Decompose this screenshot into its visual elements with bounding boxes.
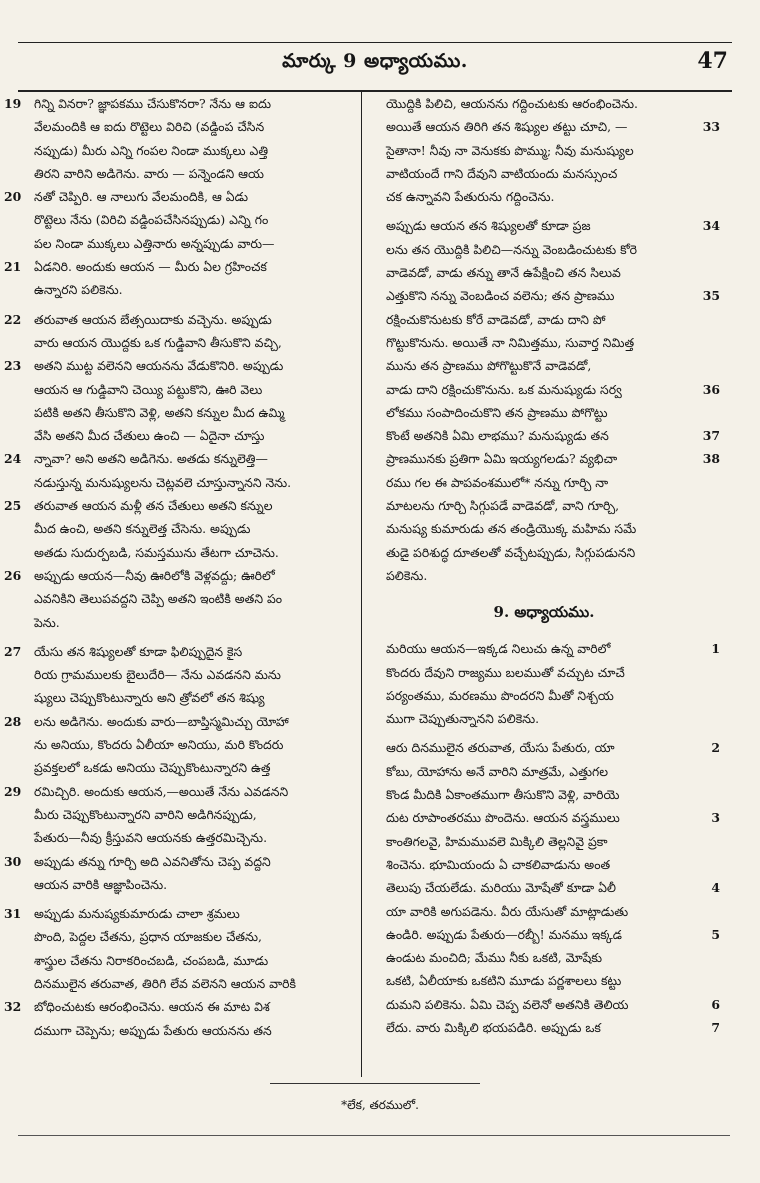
text-line: [4, 902, 360, 925]
verse-text: ఆయన ఆ గుడ్డివాని చెయ్యి పట్టుకొని, ఊరి వెలు: [34, 381, 263, 397]
text-line: [16, 162, 360, 185]
verse-text: ఉండిరి. అప్పుడు పేతురు—రబ్బీ! మనము ఇక్కడ: [386, 926, 622, 942]
verse-text: బోధించుటకు ఆరంభించెను. ఆయన ఈ మాట విశ: [34, 999, 270, 1015]
text-line: [4, 494, 360, 517]
verse-text: రొట్టెలు నేను (విరిచి వడ్డింపచేసినప్పుడు) ఎన్ని గం: [34, 212, 269, 228]
footnote-rule: [270, 1083, 480, 1084]
text-line: [368, 162, 720, 185]
text-line: [16, 208, 360, 231]
verse-text: దముగా చెప్పెను; అప్పుడు పేతురు ఆయనను తన: [34, 1022, 272, 1038]
text-line: [16, 756, 360, 779]
text-line: [16, 1019, 360, 1042]
text-line: [368, 378, 720, 401]
verse-text: కొంటే అతనికి ఏమి లాభము? మనుష్యుడు తన: [386, 428, 609, 444]
text-line: [16, 873, 360, 896]
text-line: [368, 564, 720, 587]
text-line: [16, 378, 360, 401]
verse-text: యా వారికి అగుపడెను. వీరు యేసుతో మాట్లాడుతు: [386, 903, 629, 919]
text-line: [368, 238, 720, 261]
verse-text: అతని ముట్ట వలెనని ఆయనను వేడుకొనిరి. అప్పుడు: [34, 358, 284, 374]
text-line: [368, 308, 720, 331]
verse-paragraph: [4, 92, 360, 302]
text-line: [16, 517, 360, 540]
verse-text: మీరు చెప్పుకొంటున్నారని వారిని అడిగినప్పుడు,: [34, 806, 257, 822]
verse-text: తెలుపు చేయలేడు. మరియు మోషేతో కూడా ఏలీ: [386, 880, 616, 896]
verse-text: పొంది, పెద్దల చేతను, ప్రధాన యాజకుల చేతను,: [34, 929, 262, 945]
text-line: [16, 424, 360, 447]
verse-number: 23: [4, 358, 22, 374]
verse-text: పలికెను.: [386, 567, 428, 583]
verse-number: 1: [711, 641, 720, 657]
verse-number: 34: [702, 218, 720, 234]
verse-text: పర్యంతము, మరణము పొందరని మీతో నిశ్చయ: [386, 687, 614, 703]
verse-text: లను తన యొద్దికి పిలిచి—నన్ను వెంబడించుటకు కోరె: [386, 241, 638, 257]
left-column: [4, 92, 360, 1048]
text-line: [16, 471, 360, 494]
verse-text: లను అడిగెను. అందుకు వారు—బాప్తిస్మమిచ్చు యోహా: [34, 713, 289, 729]
bottom-rule: [18, 1135, 730, 1136]
text-line: [16, 401, 360, 424]
text-line: [368, 185, 720, 208]
verse-text: అతడు సుదుర్పబడి, సమస్తమును తేటగా చూచెను.: [34, 544, 279, 560]
verse-number: 19: [4, 96, 22, 111]
verse-number: 38: [702, 451, 720, 467]
verse-text: ఎవనికిని తెలుపవద్దని చెప్పి అతని ఇంటికి అతని పం: [34, 591, 283, 607]
verse-text: నడుస్తున్న మనుష్యులను చెట్లవలె చూస్తున్నానని నెను.: [34, 474, 292, 490]
text-line: [368, 401, 720, 424]
verse-text: మాటలను గూర్చి సిగ్గుపడే వాడెవడో, వాని గూర్చి,: [386, 498, 620, 514]
verse-text: శించెను. భూమియందు ఏ చాకలివాడును అంత: [386, 856, 611, 872]
verse-text: యొద్దికి పిలిచి, ఆయనను గద్దించుటకు ఆరంభించెను.: [386, 96, 638, 111]
verse-paragraph: [368, 637, 720, 730]
text-line: [4, 308, 360, 331]
verse-text: దుమని పలికెను. ఏమి చెప్ప వలెనో అతనికి తెలియ: [386, 996, 629, 1012]
verse-number: 30: [4, 853, 22, 869]
verse-text: అప్పుడు తన్ను గూర్చి అది ఎవనితోను చెప్ప వద్దని: [34, 853, 271, 869]
page-number: 47: [697, 48, 728, 74]
text-line: [368, 969, 720, 992]
verse-number: 27: [4, 643, 22, 659]
text-line: [16, 587, 360, 610]
text-line: [368, 760, 720, 783]
verse-text: ఆయన వారికి ఆజ్ఞాపించెను.: [34, 876, 168, 892]
text-line: [368, 471, 720, 494]
verse-text: అప్పుడు ఆయన తన శిష్యులతో కూడా ప్రజ: [386, 218, 591, 234]
verse-number: 37: [702, 428, 720, 444]
verse-text: ఎత్తుకొని నన్ను వెంబడించ వలెను; తన ప్రాణము: [386, 288, 615, 304]
right-column: [368, 92, 720, 1045]
verse-text: తుడై పరిశుద్ధ దూతలతో వచ్చేటప్పుడు, సిగ్గుపడునని: [386, 544, 636, 560]
verse-text: పటికి అతని తీసుకొని వెళ్లి, అతని కన్నుల మీద ఉమ్మి: [34, 404, 285, 420]
verse-text: అప్పుడు ఆయన—నీవు ఊరిలోకి వెళ్లవద్దు; ఊరిలో: [34, 567, 275, 583]
verse-number: 24: [4, 451, 22, 467]
verse-text: పల నిండా ముక్కలు ఎత్తినారు అన్నప్పుడు వారు—: [34, 235, 275, 251]
text-line: [16, 663, 360, 686]
verse-text: ష్యులు చెప్పుకొంటున్నారు అని త్రోవలో తన శిష్యు: [34, 690, 265, 706]
text-line: [16, 139, 360, 162]
verse-number: 31: [4, 906, 22, 922]
verse-text: దుట రూపాంతరము పొందెను. ఆయన వస్త్రములు: [386, 810, 620, 826]
verse-text: మీద ఉంచి, అతని కన్నులెత్త చేసెను. అప్పుడు: [34, 521, 251, 537]
verse-text: వాడెవడో, వాడు తన్ను తానే ఉపేక్షించి తన సిలువ: [386, 265, 621, 281]
text-line: [368, 139, 720, 162]
verse-text: వారు ఆయన యొద్దకు ఒక గుడ్డివాని తీసుకొని వచ్చి,: [34, 334, 282, 350]
verse-text: గిన్ని వినరా? జ్ఞాపకము చేసుకొనరా? నేను ఆ ఐదు: [34, 96, 272, 111]
text-line: [368, 661, 720, 684]
verse-text: ఏడనిరి. అందుకు ఆయన — మీరు ఏల గ్రహించక: [34, 259, 267, 275]
text-line: [16, 331, 360, 354]
verse-number: 2: [711, 740, 720, 756]
text-line: [368, 684, 720, 707]
verse-text: అప్పుడు మనుష్యకుమారుడు చాలా శ్రమలు: [34, 906, 240, 922]
text-line: [368, 946, 720, 969]
verse-text: ఉండుట మంచిది; మేము నీకు ఒకటి, మోషేకు: [386, 950, 603, 966]
verse-number: 6: [711, 996, 720, 1012]
verse-paragraph: [368, 736, 720, 1039]
verse-paragraph: [4, 640, 360, 896]
verse-text: రక్షించుకొనుటకు కోరే వాడెవడో, వాడు దాని పో: [386, 311, 606, 327]
text-line: [368, 876, 720, 899]
text-line: [16, 541, 360, 564]
verse-text: ఒకటి, ఏలీయాకు ఒకటిని మూడు పర్ణశాలలు కట్టు: [386, 973, 622, 989]
text-line: [4, 850, 360, 873]
right-column-bottom: [368, 637, 720, 1039]
column-divider: [361, 92, 362, 1077]
text-line: [368, 424, 720, 447]
text-line: [16, 115, 360, 138]
chapter-heading: 9. అధ్యాయము.: [493, 603, 595, 622]
verse-number: 25: [4, 498, 22, 514]
verse-text: కొందరు దేవుని రాజ్యము బలముతో వచ్చుట చూచే: [386, 664, 625, 680]
verse-text: తరువాత ఆయన బేత్సయిదాకు వచ్చెను. అప్పుడు: [34, 311, 272, 327]
page-title: మార్కు 9 అధ్యాయము.: [282, 50, 468, 72]
text-line: [4, 780, 360, 803]
verse-number: 20: [4, 189, 22, 205]
verse-text: వాటియందే గాని దేవుని వాటియందు మనస్సుంచ: [386, 165, 618, 181]
verse-text: మును తన ప్రాణము పోగొట్టుకొనే వాడెవడో,: [386, 358, 592, 374]
right-column-top: [368, 92, 720, 587]
text-line: [368, 830, 720, 853]
text-line: [4, 185, 360, 208]
verse-number: 32: [4, 999, 22, 1015]
verse-paragraph: [4, 902, 360, 1042]
text-line: [368, 993, 720, 1016]
verse-text: ముగా చెప్పుతున్నానని పలికెను.: [386, 711, 540, 727]
verse-text: న్నావా? అని అతని అడిగెను. అతడు కన్నులెత్తి—: [34, 451, 268, 467]
verse-text: లోకము సంపాదించుకొని తన ప్రాణము పోగొట్టు: [386, 404, 608, 420]
text-line: [368, 1016, 720, 1039]
verse-text: ప్రాణమునకు ప్రతిగా ఏమి ఇయ్యగలడు? వ్యభిచా: [386, 451, 618, 467]
text-line: [368, 806, 720, 829]
text-line: [4, 564, 360, 587]
verse-text: ప్రవక్తలలో ఒకడు అనియు చెప్పుకొంటున్నారని ఉత్త: [34, 760, 271, 776]
verse-number: 29: [4, 783, 22, 799]
verse-number: 22: [4, 311, 22, 327]
text-line: [16, 611, 360, 634]
verse-number: 5: [711, 926, 720, 942]
verse-number: 7: [711, 1019, 720, 1035]
verse-text: తిరని వారిని అడిగెను. వారు — పన్నెండని ఆయ: [34, 165, 264, 181]
text-line: [16, 232, 360, 255]
verse-text: శాస్త్రుల చేతను నిరాకరించబడి, చంపబడి, మూడు: [34, 952, 269, 968]
verse-text: అయితే ఆయన తిరిగి తన శిష్యుల తట్టు చూచి, —: [386, 119, 628, 135]
text-line: [368, 115, 720, 138]
verse-text: పేతురు—నీవు క్రీస్తువని ఆయనకు ఉత్తరమిచ్చెను.: [34, 830, 268, 846]
verse-paragraph: [368, 92, 720, 208]
verse-text: దినములైన తరువాత, తిరిగి లేవ వలెనని ఆయన వారికి: [34, 975, 296, 991]
text-line: [4, 447, 360, 470]
text-line: [16, 803, 360, 826]
text-line: [368, 331, 720, 354]
text-line: [16, 949, 360, 972]
verse-text: వేలమందికి ఆ ఐదు రొట్టెలు విరిచి (వడ్డింప చేసిన: [34, 119, 265, 135]
text-line: [368, 354, 720, 377]
text-line: [368, 447, 720, 470]
text-line: [368, 261, 720, 284]
text-line: [368, 517, 720, 540]
verse-number: 33: [702, 119, 720, 135]
verse-number: 4: [711, 880, 720, 896]
text-line: [4, 92, 360, 115]
verse-number: 36: [702, 381, 720, 397]
verse-text: రము గల ఈ పాపవంశములో* నన్ను గూర్చి నా: [386, 474, 609, 490]
text-line: [368, 707, 720, 730]
verse-text: రమిచ్చిరి. అందుకు ఆయన,—అయితే నేను ఎవడనని: [34, 783, 289, 799]
verse-text: సైతానా! నీవు నా వెనుకకు పొమ్ము; నీవు మనుష్యుల: [386, 142, 634, 158]
verse-text: మనుష్య కుమారుడు తన తండ్రియొక్క మహిమ సమే: [386, 521, 637, 537]
verse-text: తరువాత ఆయన మళ్లీ తన చేతులు అతని కన్నుల: [34, 498, 273, 514]
text-line: [368, 736, 720, 759]
verse-text: పెను.: [34, 614, 60, 630]
text-line: [16, 925, 360, 948]
verse-number: 35: [702, 288, 720, 304]
text-line: [16, 733, 360, 756]
verse-text: కోబు, యోహాను అనే వారిని మాత్రమే, ఎత్తుగల: [386, 763, 609, 779]
verse-text: నతో చెప్పిరి. ఆ నాలుగు వేలమందికి, ఆ ఏడు: [34, 189, 249, 205]
text-line: [4, 995, 360, 1018]
verse-text: చక ఉన్నావని పేతురును గద్దించెను.: [386, 189, 555, 205]
footnote: *లేక, తరములో.: [341, 1098, 419, 1112]
verse-number: 28: [4, 713, 22, 729]
verse-text: లేదు. వారు మిక్కిలి భయపడిరి. అప్పుడు ఒక: [386, 1019, 601, 1035]
verse-text: ఉన్నారని పలికెను.: [34, 282, 123, 298]
text-line: [4, 640, 360, 663]
text-line: [16, 826, 360, 849]
verse-text: గొట్టుకొనును. అయితే నా నిమిత్తము, సువార్త నిమిత్త: [386, 334, 635, 350]
text-line: [4, 354, 360, 377]
verse-text: ను అనియు, కొందరు ఏలీయా అనియు, మరి కొందరు: [34, 737, 284, 753]
page-header: [18, 42, 732, 88]
verse-number: 21: [4, 259, 22, 275]
verse-text: కొండ మీదికి ఏకాంతముగా తీసుకొని వెళ్లి, వారియె: [386, 787, 620, 803]
text-line: [16, 686, 360, 709]
verse-text: వేసి అతని మీద చేతులు ఉంచి — ఏదైనా చూస్తు: [34, 428, 265, 444]
verse-text: మరియు ఆయన—ఇక్కడ నిలుచు ఉన్న వారిలో: [386, 641, 611, 657]
text-line: [368, 214, 720, 237]
verse-paragraph: [4, 308, 360, 634]
verse-text: నప్పుడు) మీరు ఎన్ని గంపల నిండా ముక్కలు ఎత్తి: [34, 142, 269, 158]
text-line: [368, 92, 720, 115]
verse-number: 3: [711, 810, 720, 826]
verse-text: కాంతిగలవై, హిమమువలె మిక్కిలి తెల్లనివై ప్రకా: [386, 833, 608, 849]
text-line: [368, 923, 720, 946]
text-line: [368, 284, 720, 307]
text-line: [4, 710, 360, 733]
text-line: [368, 637, 720, 660]
verse-text: యేసు తన శిష్యులతో కూడా ఫిలిప్పుదైన కైస: [34, 643, 243, 659]
verse-text: రియ గ్రామములకు బైలుదేరి— నేను ఎవడనని మను: [34, 667, 281, 683]
text-line: [368, 783, 720, 806]
text-line: [368, 900, 720, 923]
verse-number: 26: [4, 567, 22, 583]
text-line: [4, 255, 360, 278]
text-line: [368, 541, 720, 564]
verse-text: ఆరు దినములైన తరువాత, యేసు పేతురు, యా: [386, 740, 615, 756]
text-line: [368, 494, 720, 517]
text-line: [16, 278, 360, 301]
text-line: [16, 972, 360, 995]
verse-text: వాడు దాని రక్షించుకొనును. ఒక మనుష్యుడు సర్వ: [386, 381, 622, 397]
text-line: [368, 853, 720, 876]
verse-paragraph: [368, 214, 720, 587]
